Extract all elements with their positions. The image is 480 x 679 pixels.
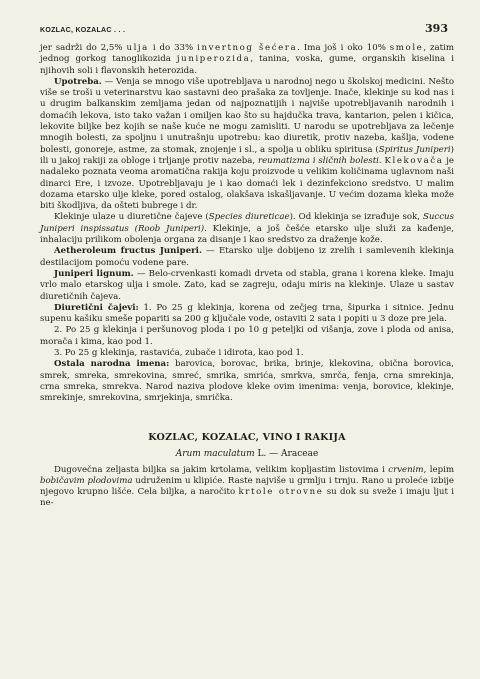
usage-heading: Upotreba. [54,76,102,87]
aetheroleum-heading: Aetheroleum fructus Juniperi. [54,246,202,257]
body-text [40,43,454,405]
section-latin-name: Arum maculatum L. — Araceae [175,448,319,459]
paragraph-arum-description: Dugovečna zeljasta biljka sa jakim krtolama, velikim kopljastim listovima i crvenim, lepim bobičavim plodovima udruženim u klipiće. Raste najviše u grmlju i trnju. Rano u proleće izbije njegovo krupno lišće. Cela biljka, a naročito krtole otrovne su dok su sveže i imaju ljut i ne- [40,464,454,509]
section-body [40,465,454,510]
section-title: KOZLAC, KOZALAC, VINO I RAKIJA [148,431,346,443]
paragraph-diuretic-teas: Klekinje ulaze u diuretične čajeve (Species diureticae). Od klekinja se izrađuje sok, Succus Juniperi inspissatus (Roob Juniperi). Klekinje, a još češće etarsko ulje služi za kađenje, inhalaciju prilikom obolenja organa za disanje i kao sredstvo za draženje kože. [40,212,454,246]
lignum-heading: Juniperi lignum. [54,268,134,279]
paragraph-lignum: Juniperi lignum. — Belo-crvenkasti komadi drveta od stabla, grana i korena kleke. Imaju vrlo malo etarskog ulja i smole. Zato, kad se zagreju, odaju miris na klekinje. Ulaze u sastav diuretičnih čajeva. [40,268,454,302]
paragraph-composition: jer sadrži do 2,5% ulja i do 33% invertnog šećera. Ima još i oko 10% smole, zatim jednog gorkog tanoglikozida juniperozida, tanina, voska, gume, organskih kiselina i njihovih soli i flavonskih heterozida. [40,43,455,76]
paragraph-tea-recipe-2: 2. Po 25 g klekinja i peršunovog ploda i po 10 g peteljki od višanja, zove i ploda od anisa, morača i kima, kao pod 1. [40,325,454,347]
paragraph-tea-recipe-1: Diuretični čajevi: 1. Po 25 g klekinja, korena od zečjeg trna, šipurka i sitnice. Jednu supenu kašiku smeše popariti sa 200 g ključale vode, ostaviti 2 sata i popiti u 3 doze pre jela. [40,302,454,325]
page-header [40,22,454,42]
tea-heading: Diuretični čajevi: [54,302,139,313]
paragraph-tea-recipe-3: 3. Po 25 g klekinja, rastavića, zubače i idirota, kao pod 1. [54,348,304,359]
paragraph-usage: Upotreba. — Venja se mnogo više upotrebljava u narodnoj nego u školskoj medicini. Nešto više se troši u veterinarstvu kao sastavni deo prašaka za tovljenje. Inače, klekinje su kod nas i u drugim balkanskim zemljama jedan od najpoznatijih i najviše upotrebljavanih narodnih i domaćih lekova, isto tako važan i omiljen kao što su hajdučka trava, kantarion, pelen i kičica, lekovite biljke bez kojih se naše kuće ne mogu zamisliti. U narodu se upotrebljava za lečenje mnogih bolesti, za spoljnu i unutrašnju upotrebu: kao diuretik, protiv nazeba, kašlja, vodene bolesti, gonoreje, astme, za stomak, znojenje i sl., a spolja u obliku spiritusa (Spiritus Juniperi) ili u jakoj rakiji za obloge i trljanje protiv nazeba, reumatizma i sličnih bolesti. Klekovača je nadaleko poznata veoma aromatična rakija koju proizvode u velikim količinama uglavnom naši dinarci Ere, i izvoze. Upotrebljavaju je i kao domaći lek i dezinfekciono sredstvo. U malim dozama etarsko ulje kleke, pored ostalog, olakšava iskašljavanje. U većim dozama kleka može biti škodljiva, da ošteti bubrege i dr. [40,76,455,212]
folk-names-heading: Ostala narodna imena: [54,359,170,370]
paragraph-aetheroleum: Aetheroleum fructus Juniperi. — Etarsko ulje dobijeno iz zrelih i samlevenih klekinja destilacijom pomoću vodene pare. [40,246,454,268]
running-head: KOZLAC, KOZALAC . . . [40,27,126,34]
page-number: 393 [425,22,448,35]
paragraph-folk-names: Ostala narodna imena: barovica, borovac, brika, brinje, klekovina, obična borovica, smrek, smreka, smrekovina, smreć, smrika, smrića, smrkva, smrča, fenja, crna smrekinja, crna smreka, smrekva. Narod naziva plodove kleke ovim imenima: venja, borovice, klekinje, smrekinje, smrekovina, smrjekinja, smrička. [40,359,454,404]
